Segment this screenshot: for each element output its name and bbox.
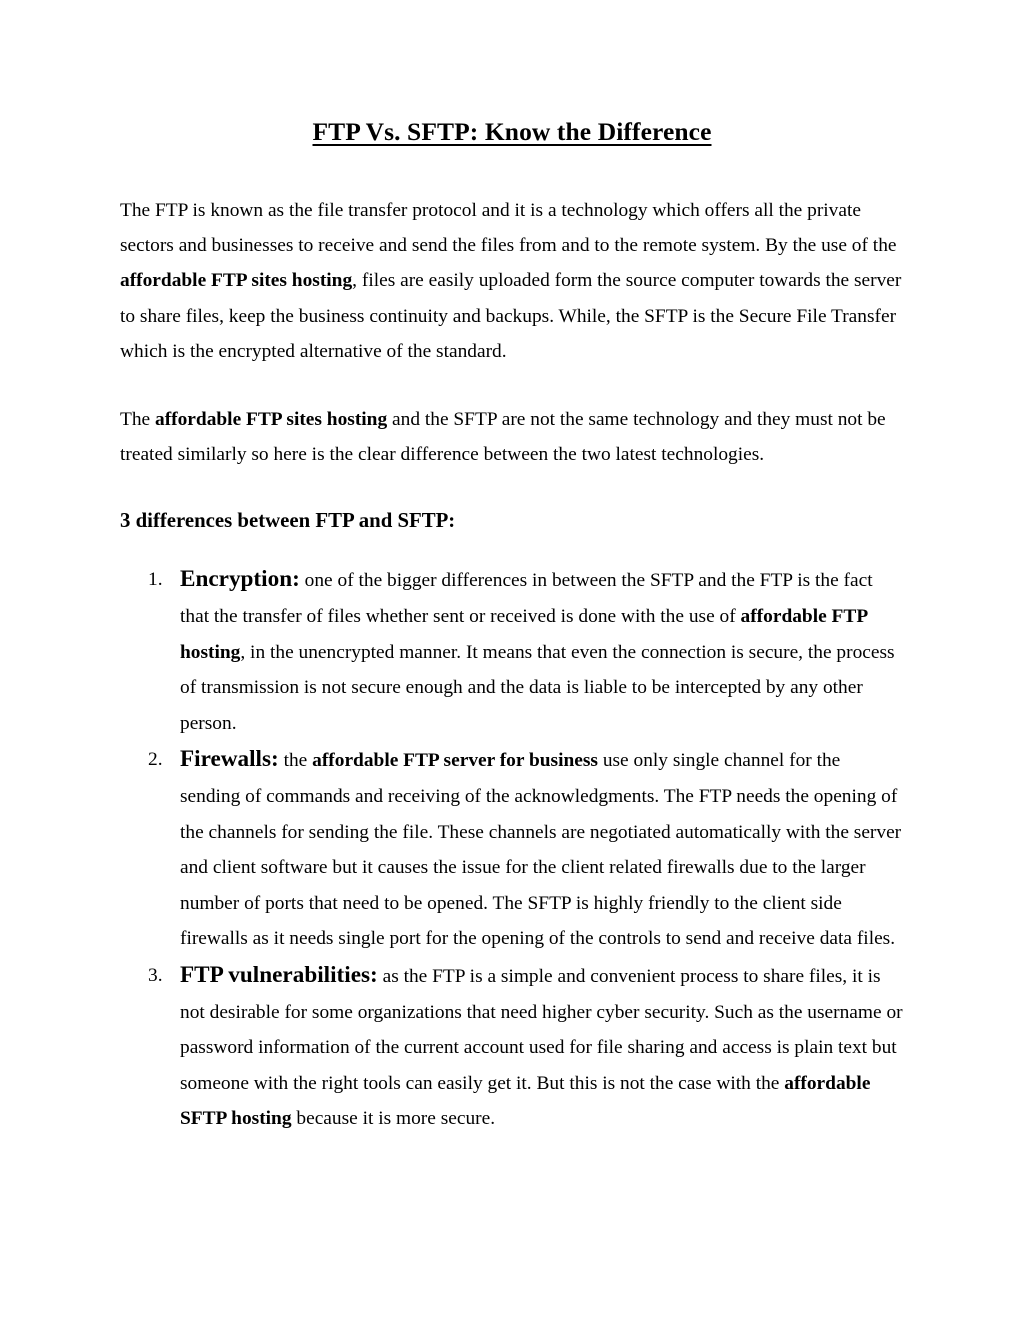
list-item xyxy=(120,958,904,1137)
list-item-1-run-1-bold: affordable FTP hosting xyxy=(180,606,868,663)
paragraph-intro-run-0: The FTP is known as the file transfer protocol and it is a technology which offers all the private sectors and businesses to receive and send the files from and to the remote system. By the use of the xyxy=(120,200,897,257)
list-item-label: Firewalls: xyxy=(180,746,279,773)
document-content xyxy=(120,0,904,1137)
list-item-2-run-2: use only single channel for the sending of commands and receiving of the acknowledgments. The FTP needs the opening of the channels for sending the file. These channels are negotiated automatically with the server and client software but it causes the issue for the client related firewalls due to the larger number of ports that need to be opened. The SFTP is highly friendly to the client side firewalls as it needs single port for the opening of the controls to send and receive data files. xyxy=(180,750,902,950)
differences-list xyxy=(120,562,904,1137)
list-item-2-run-1-bold: affordable FTP server for business xyxy=(312,750,598,772)
list-item-2-run-0: the xyxy=(278,750,313,772)
list-item-3-run-2: because it is more secure. xyxy=(291,1108,496,1130)
paragraph-intro xyxy=(120,193,904,369)
list-item xyxy=(120,742,904,957)
list-item xyxy=(120,562,904,741)
page-title-text: FTP Vs. SFTP: Know the Difference xyxy=(312,117,712,146)
list-item-3-run-0: as the FTP is a simple and convenient process to share files, it is not desirable for some organizations that need higher cyber security. Such as the username or password information of the current account used for file sharing and access is plain text but someone with the right tools can easily get it. But this is not the case with the xyxy=(180,966,903,1094)
list-item-3-run-1-bold: affordable SFTP hosting xyxy=(180,1072,871,1130)
section-heading: 3 differences between FTP and SFTP: xyxy=(120,509,456,533)
paragraph-intro-run-2: , files are easily uploaded form the source computer towards the server to share files, keep the business continuity and backups. While, the SFTP is the Secure File Transfer which is the encrypted alternative of the standard. xyxy=(120,270,902,362)
paragraph-comparison-run-2: and the SFTP are not the same technology and they must not be treated similarly so here is the clear difference between the two latest technologies. xyxy=(120,409,886,466)
page-title xyxy=(120,0,904,146)
list-item-label: Encryption: xyxy=(180,566,300,593)
paragraph-comparison-run-1-bold: affordable FTP sites hosting xyxy=(155,409,388,431)
paragraph-intro-run-1-bold: affordable FTP sites hosting xyxy=(120,270,353,292)
list-item-1-run-2: , in the unencrypted manner. It means that even the connection is secure, the process of transmission is not secure enough and the data is liable to be intercepted by any other person. xyxy=(180,641,895,734)
list-item-label: FTP vulnerabilities: xyxy=(180,962,378,988)
list-item-1-run-0: one of the bigger differences in between the SFTP and the FTP is the fact that the transfer of files whether sent or received is done with the use of xyxy=(180,570,873,628)
paragraph-comparison-run-0: The xyxy=(120,409,155,431)
paragraph-comparison xyxy=(120,402,904,472)
